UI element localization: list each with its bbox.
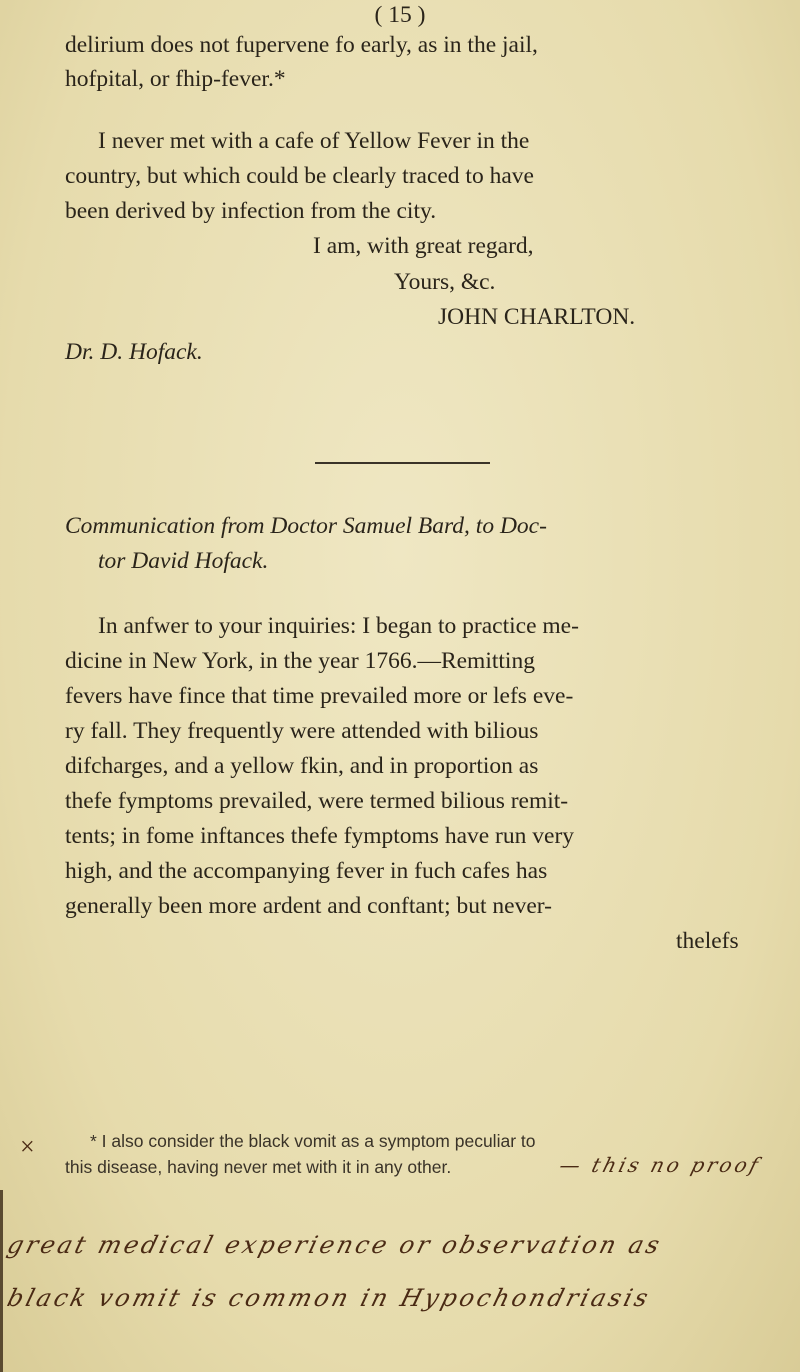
page-edge [0,1190,3,1372]
closing: I am, with great regard, [313,233,534,259]
page-number: ( 15 ) [374,2,426,28]
text-line: dicine in New York, in the year 1766.—Remitting [65,648,535,674]
text-line: In anfwer to your inquiries: I began to practice me- [98,613,579,639]
text-line: country, but which could be clearly traced to have [65,163,534,189]
heading: Communication from Doctor Samuel Bard, to Doc- [65,513,547,539]
footnote: this disease, having never met with it in any other. [65,1157,452,1177]
margin-mark: × [20,1132,35,1161]
text-line: thefe fymptoms prevailed, were termed bilious remit- [65,788,569,814]
text-line: hofpital, or fhip-fever.* [65,66,286,92]
text-line: generally been more ardent and conftant; but never- [65,893,552,919]
text-line: been derived by infection from the city. [65,198,437,224]
text-line: tents; in fome inftances thefe fymptoms have run very [65,823,575,849]
addressee: Dr. D. Hofack. [65,339,203,365]
handwritten-note: — this no proof [556,1153,764,1177]
text-line: high, and the accompanying fever in fuch cafes has [65,858,548,884]
text-line: difcharges, and a yellow fkin, and in proportion as [65,753,539,779]
text-line: ry fall. They frequently were attended with bilious [65,718,539,744]
text-line: fevers have fince that time prevailed more or lefs eve- [65,683,574,709]
divider [315,462,490,464]
text-line: I never met with a cafe of Yellow Fever in the [98,128,530,154]
signature: JOHN CHARLTON. [438,304,636,330]
heading: tor David Hofack. [98,548,269,574]
footnote: * I also consider the black vomit as a symptom peculiar to [90,1131,536,1151]
catchword: thelefs [676,928,739,954]
handwritten-note: black vomit is common in Hypochondriasis [4,1284,654,1312]
text-line: delirium does not fupervene fo early, as in the jail, [65,32,538,58]
handwritten-note: great medical experience or observation as [4,1231,666,1259]
yours: Yours, &c. [394,269,496,295]
